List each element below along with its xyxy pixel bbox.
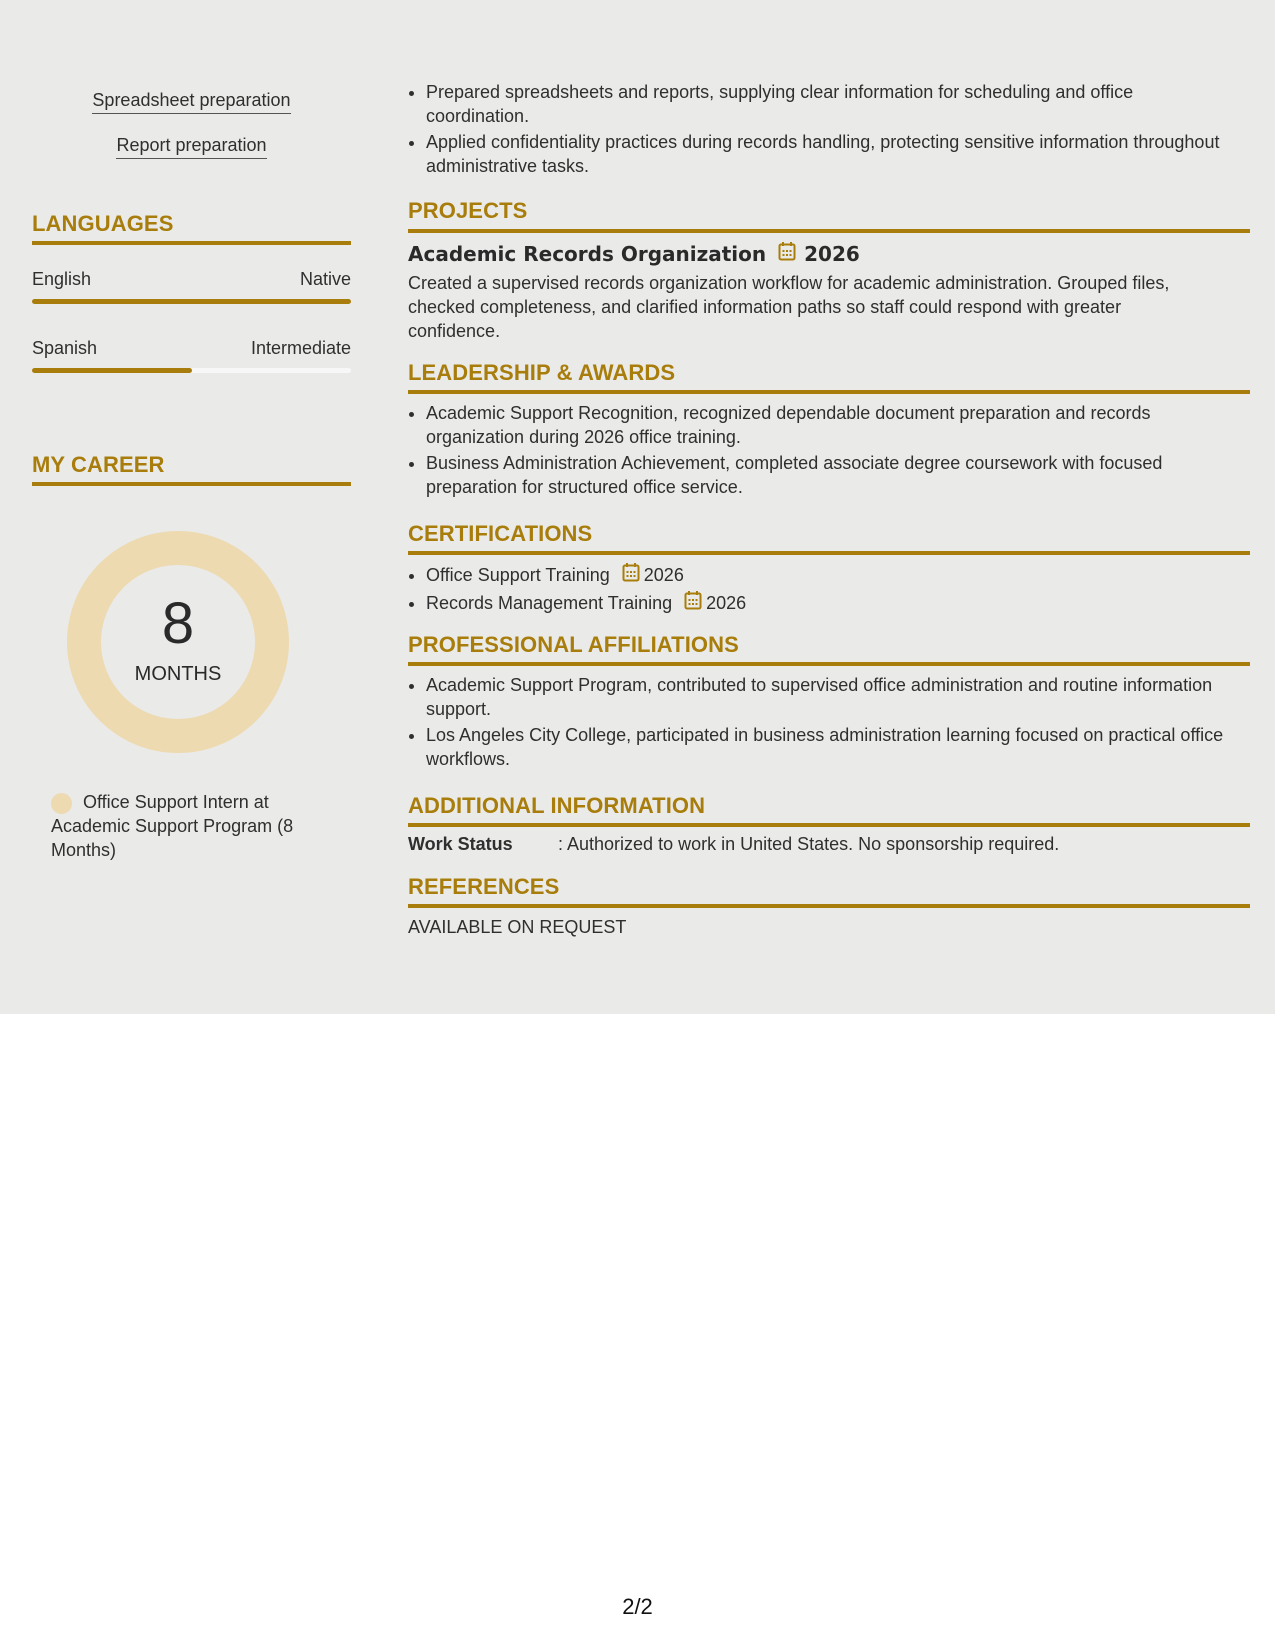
career-unit: MONTHS	[134, 663, 222, 685]
project-year: 2026	[804, 242, 860, 266]
career-rule	[32, 482, 351, 486]
certifications-rule	[408, 551, 1250, 555]
references-text: AVAILABLE ON REQUEST	[408, 917, 627, 937]
skill-report-preparation: Report preparation	[32, 134, 351, 159]
experience-bullets	[408, 80, 1226, 180]
career-donut-chart	[67, 531, 289, 753]
list-item: • Los Angeles City College, participated in business administration learning focused on practical office workflows.	[426, 723, 1226, 771]
language-level: Intermediate	[250, 338, 351, 358]
certifications-list	[408, 562, 1226, 618]
languages-heading: LANGUAGES	[32, 211, 174, 236]
language-name: Spanish	[32, 338, 98, 358]
certification-year: 2026	[643, 565, 684, 585]
list-item: • Academic Support Program, contributed to supervised office administration and routine information support.	[426, 673, 1226, 721]
career-total-months: 8	[161, 591, 195, 656]
career-legend-text: Office Support Intern at Academic Support Program (8 Months)	[51, 792, 294, 860]
career-heading: MY CAREER	[32, 452, 165, 477]
work-status-label: Work Status	[408, 834, 513, 854]
language-spanish	[32, 337, 351, 359]
calendar-icon	[684, 590, 702, 616]
language-english-bar-fill	[32, 299, 351, 304]
calendar-icon	[622, 562, 640, 588]
certification-name: • Office Support Training	[426, 565, 610, 585]
affiliations-list	[408, 673, 1226, 773]
projects-heading: PROJECTS	[408, 198, 528, 223]
languages-rule	[32, 241, 351, 245]
references-heading: REFERENCES	[408, 874, 560, 899]
affiliations-heading: PROFESSIONAL AFFILIATIONS	[408, 632, 739, 657]
leadership-list	[408, 401, 1226, 501]
list-item: • Academic Support Recognition, recognized dependable document preparation and records organization during 2026 office training.	[426, 401, 1226, 449]
project-title-row	[408, 241, 860, 267]
skill-spreadsheet-preparation: Spreadsheet preparation	[32, 89, 351, 114]
calendar-icon	[778, 241, 796, 267]
projects-rule	[408, 229, 1250, 233]
affiliations-rule	[408, 662, 1250, 666]
project-title: Academic Records Organization	[408, 242, 767, 266]
work-status-value: : Authorized to work in United States. No sponsorship required.	[558, 834, 1060, 854]
additional-info-heading: ADDITIONAL INFORMATION	[408, 793, 706, 818]
language-spanish-bar	[32, 368, 351, 373]
list-item: • Prepared spreadsheets and reports, supplying clear information for scheduling and office coordination.	[426, 80, 1226, 128]
page-number: 2/2	[622, 1594, 653, 1619]
work-status-row	[408, 832, 1059, 856]
certifications-heading: CERTIFICATIONS	[408, 521, 593, 546]
certification-name: • Records Management Training	[426, 593, 673, 613]
language-english-bar	[32, 299, 351, 304]
certification-year: 2026	[706, 593, 747, 613]
list-item: • Business Administration Achievement, completed associate degree coursework with focused preparation for structured office service.	[426, 451, 1226, 499]
language-english	[32, 268, 351, 290]
language-level: Native	[299, 269, 351, 289]
language-name: English	[32, 269, 92, 289]
list-item	[426, 590, 1226, 616]
additional-info-rule	[408, 823, 1250, 827]
list-item: • Applied confidentiality practices during records handling, protecting sensitive information throughout administrative tasks.	[426, 130, 1226, 178]
references-rule	[408, 904, 1250, 908]
list-item	[426, 562, 1226, 588]
leadership-heading: LEADERSHIP & AWARDS	[408, 360, 676, 385]
project-description: Created a supervised records organization workflow for academic administration. Grouped files, checked completeness, and clarified information paths so staff could respond with greater confidence.	[408, 273, 1170, 341]
leadership-rule	[408, 390, 1250, 394]
language-spanish-bar-fill	[32, 368, 192, 373]
